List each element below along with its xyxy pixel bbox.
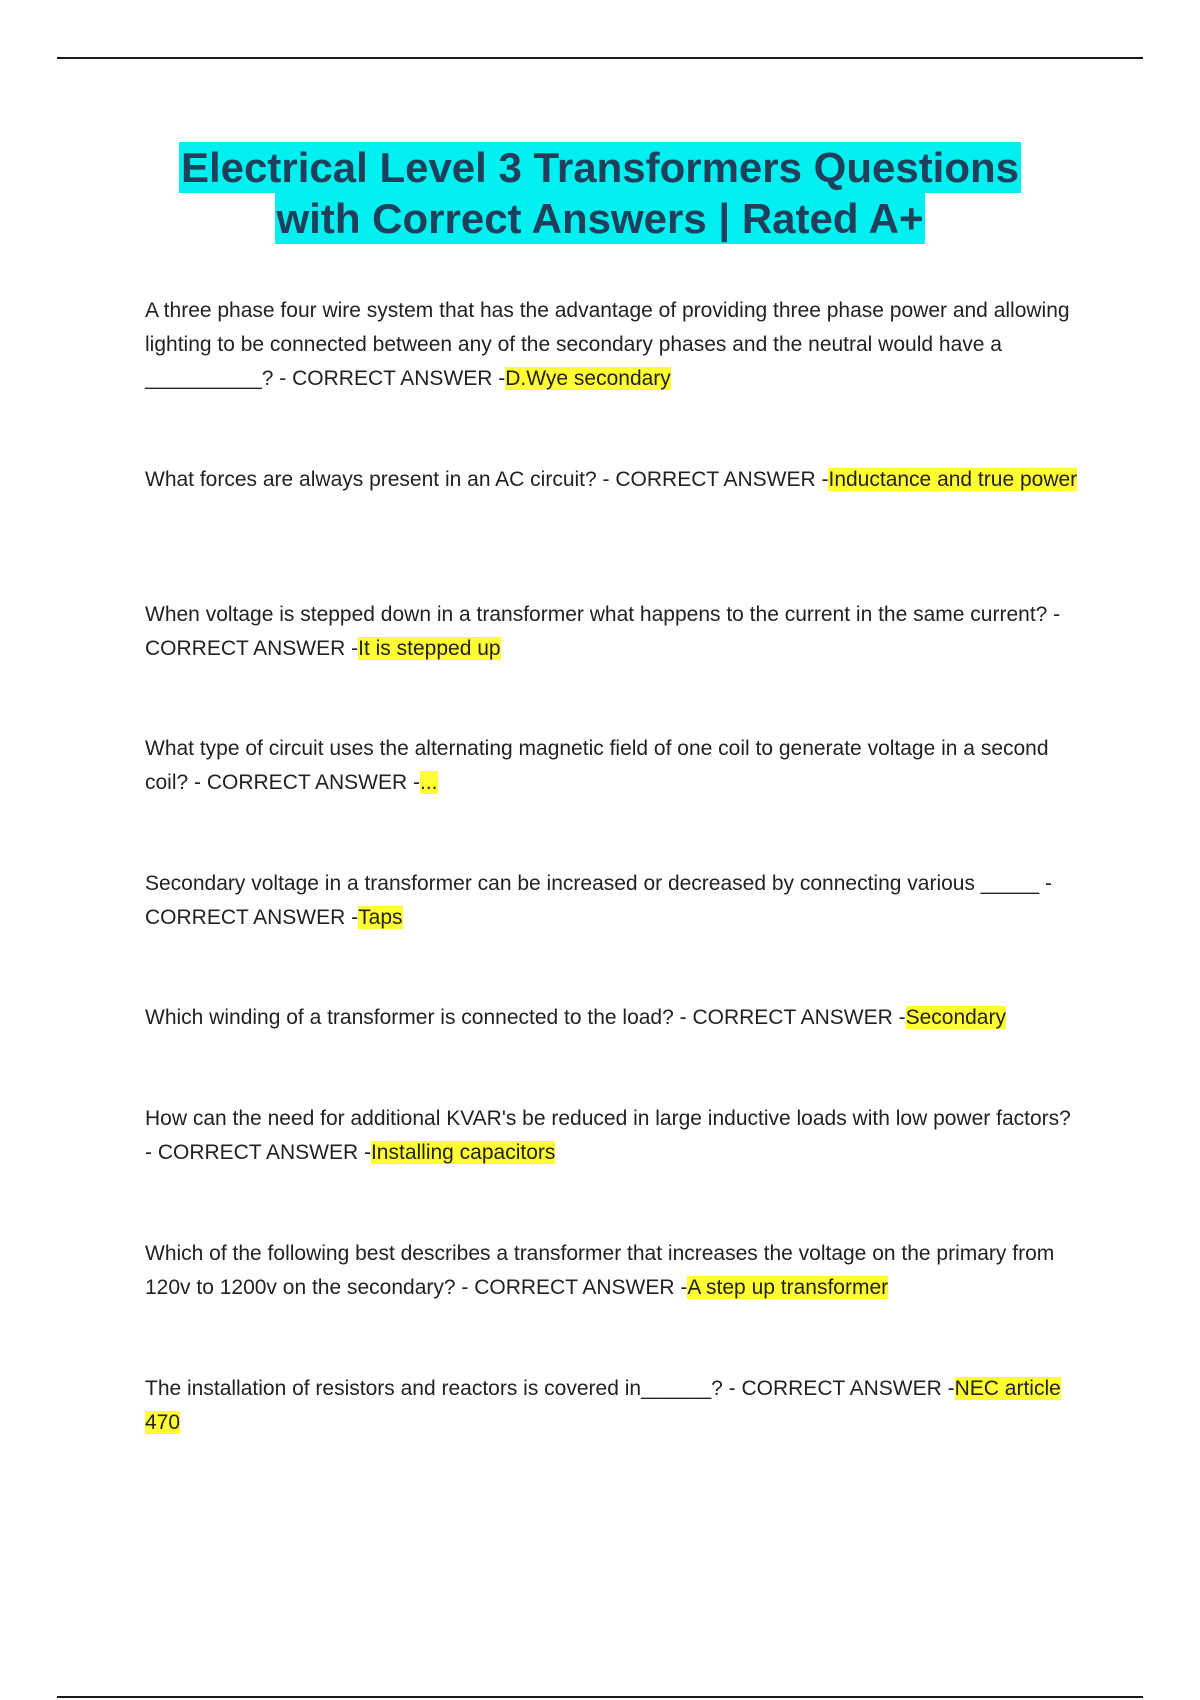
- answer-highlight: It is stepped up: [358, 637, 501, 660]
- answer-highlight: Secondary: [905, 1006, 1006, 1029]
- answer-highlight: Installing capacitors: [370, 1141, 556, 1164]
- qa-item-9: [145, 1372, 1080, 1440]
- page-title: [100, 142, 1100, 244]
- question-text: Which of the following best describes a transformer that increases the voltage on the primary from 120v to 1200v on the secondary? - CORRECT ANSWER -: [145, 1242, 1055, 1299]
- title-line-2: with Correct Answers | Rated A+: [276, 195, 924, 242]
- qa-item-7: [145, 1102, 1080, 1170]
- question-text: Which winding of a transformer is connected to the load? - CORRECT ANSWER -: [145, 1006, 906, 1029]
- qa-item-1: [145, 294, 1080, 396]
- question-text: The installation of resistors and reactors is covered in______? - CORRECT ANSWER -: [145, 1377, 955, 1400]
- answer-highlight: D.Wye secondary: [505, 367, 671, 390]
- qa-item-4: [145, 732, 1080, 800]
- question-text: How can the need for additional KVAR's be reduced in large inductive loads with low power factors? - CORRECT ANSWER -: [145, 1107, 1071, 1164]
- title-line-1: Electrical Level 3 Transformers Questions: [180, 144, 1020, 191]
- bottom-rule: [57, 1696, 1143, 1698]
- answer-highlight: ...: [419, 771, 438, 794]
- question-text: What type of circuit uses the alternating magnetic field of one coil to generate voltage in a second coil? - CORRECT ANSWER -: [145, 737, 1049, 794]
- qa-item-6: [145, 1001, 1080, 1035]
- qa-item-5: [145, 867, 1080, 935]
- qa-item-8: [145, 1237, 1080, 1305]
- answer-highlight: Inductance and true power: [828, 468, 1078, 491]
- question-text: A three phase four wire system that has the advantage of providing three phase power and allowing lighting to be connected between any of the secondary phases and the neutral would have a __________? - CORRECT ANSWER -: [145, 299, 1070, 390]
- answer-highlight: A step up transformer: [687, 1276, 889, 1299]
- question-text: What forces are always present in an AC circuit? - CORRECT ANSWER -: [145, 468, 829, 491]
- qa-item-3: [145, 598, 1080, 666]
- top-rule: [57, 57, 1143, 59]
- qa-item-2: [145, 463, 1080, 497]
- question-text: When voltage is stepped down in a transformer what happens to the current in the same current? - CORRECT ANSWER -: [145, 603, 1061, 660]
- question-text: Secondary voltage in a transformer can be increased or decreased by connecting various _____ - CORRECT ANSWER -: [145, 872, 1053, 929]
- answer-highlight: NEC article 470: [145, 1377, 1061, 1434]
- answer-highlight: Taps: [358, 906, 403, 929]
- document-title: [100, 142, 1100, 244]
